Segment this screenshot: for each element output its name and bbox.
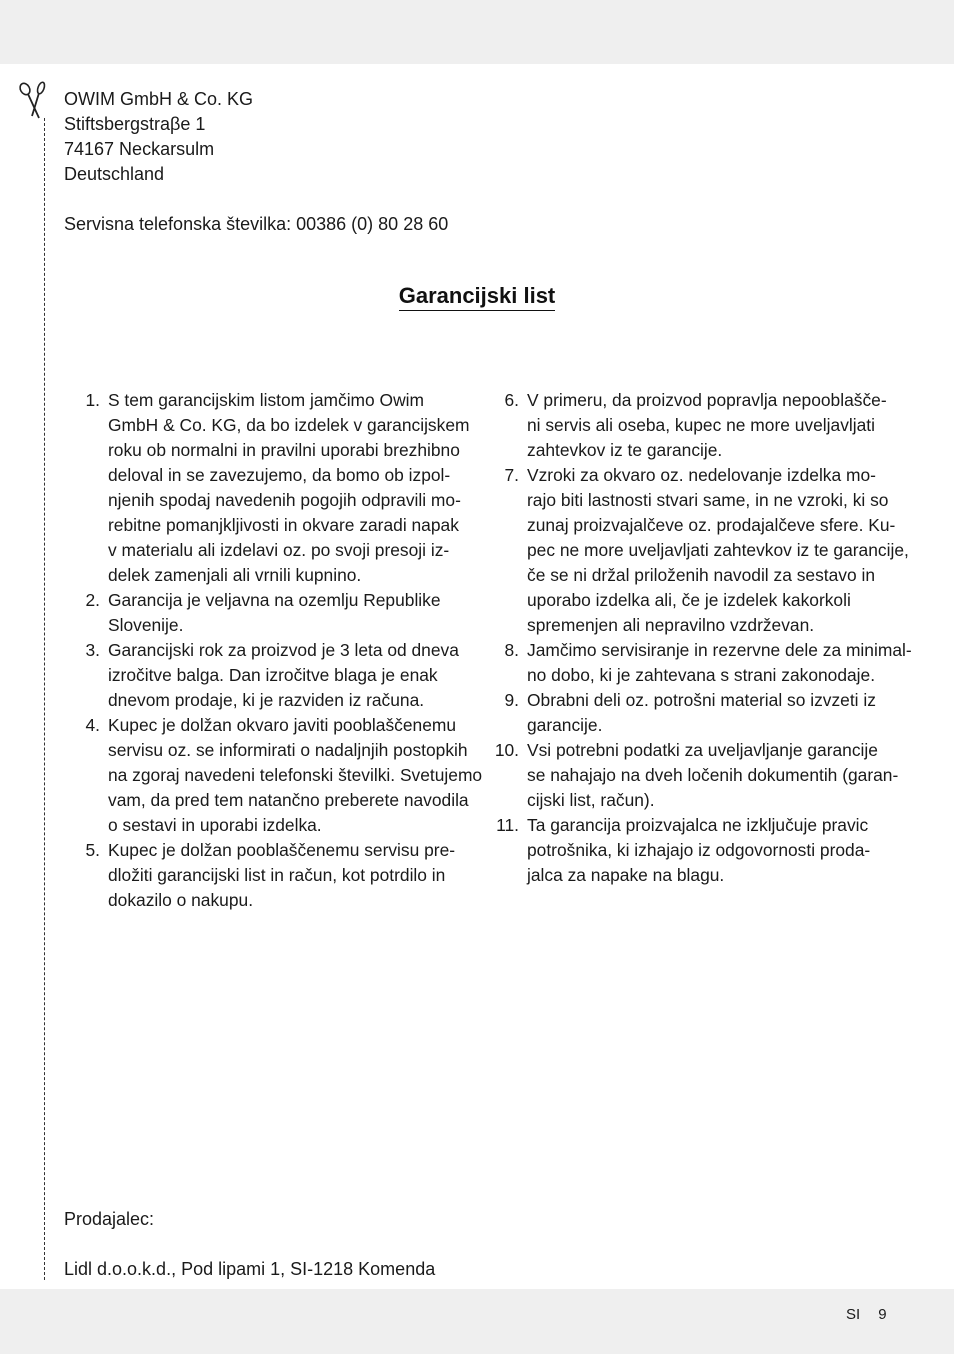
country: Deutschland xyxy=(64,164,165,184)
list-item xyxy=(488,388,892,463)
bottom-band xyxy=(0,1289,954,1354)
list-item-line: jalca za napake na blagu. xyxy=(527,865,725,885)
list-item xyxy=(64,713,483,838)
list-item-line: če se ni držal priloženih navodil za sestavo in xyxy=(527,565,875,585)
list-item-line: cijski list, račun). xyxy=(527,790,655,810)
list-item-line: deloval in se zavezujemo, da bomo ob izpol- xyxy=(108,465,451,485)
list-item-line: o sestavi in uporabi izdelka. xyxy=(108,815,322,835)
list-item-number: 4. xyxy=(85,715,100,735)
list-item-line: njenih spodaj navedenih pogojih odpravili mo- xyxy=(108,490,461,510)
list-item-line: se nahajajo na dveh ločenih dokumentih (garan- xyxy=(527,765,899,785)
list-item-line: dnevom prodaje, ki je razviden iz računa. xyxy=(108,690,425,710)
list-item-line: uporabo izdelka ali, če je izdelek kakorkoli xyxy=(527,590,851,610)
list-item-line: spremenjen ali nepravilno vzdrževan. xyxy=(527,615,815,635)
page-title xyxy=(0,283,954,309)
service-phone: Servisna telefonska številka: 00386 (0) 80 28 60 xyxy=(64,214,449,234)
list-item-line: V primeru, da proizvod popravlja nepooblašče- xyxy=(527,390,887,410)
list-item xyxy=(64,638,466,713)
list-item-line: rajo biti lastnosti stvari same, in ne vzroki, ki so xyxy=(527,490,889,510)
right-column xyxy=(488,388,912,888)
list-item-line: vam, da pred tem natančno preberete navodila xyxy=(108,790,469,810)
list-item-line: GmbH & Co. KG, da bo izdelek v garancijskem xyxy=(108,415,470,435)
list-item xyxy=(64,838,466,913)
list-item-line: garancije. xyxy=(527,715,603,735)
left-column xyxy=(64,388,483,913)
list-item-line: dložiti garancijski list in račun, kot potrdilo in xyxy=(108,865,446,885)
list-item-line: izročitve balga. Dan izročitve blaga je enak xyxy=(108,665,438,685)
list-item-text xyxy=(100,713,482,838)
list-item-number: 5. xyxy=(85,840,100,860)
language-code: SI xyxy=(846,1306,861,1323)
list-item-number: 11. xyxy=(496,815,519,835)
scissors-icon xyxy=(16,76,48,120)
list-item xyxy=(488,463,909,638)
list-item-line: pec ne more uveljavljati zahtevkov iz te garancije, xyxy=(527,540,909,560)
page-number: 9 xyxy=(878,1306,887,1323)
list-item-line: no dobo, ki je zahtevana s strani zakonodaje. xyxy=(527,665,876,685)
seller-label: Prodajalec: xyxy=(64,1209,155,1229)
list-item xyxy=(64,388,470,588)
list-item-line: Garancijski rok za proizvod je 3 leta od dneva xyxy=(108,640,459,660)
list-item-line: delek zamenjali ali vrnili kupnino. xyxy=(108,565,362,585)
list-item-line: v materialu ali izdelavi oz. po svoji presoji iz- xyxy=(108,540,450,560)
list-item-number: 8. xyxy=(504,640,519,660)
city: 74167 Neckarsulm xyxy=(64,139,215,159)
street: Stiftsbergstraβe 1 xyxy=(64,114,206,134)
list-item-line: Kupec je dolžan pooblaščenemu servisu pre- xyxy=(108,840,456,860)
list-item-line: na zgoraj navedeni telefonski številki. Svetujemo xyxy=(108,765,483,785)
list-item-number: 2. xyxy=(85,590,100,610)
list-item xyxy=(488,638,912,688)
list-item-text xyxy=(519,638,912,688)
list-item-text xyxy=(519,813,870,888)
company-name: OWIM GmbH & Co. KG xyxy=(64,89,254,109)
list-item-text xyxy=(100,388,469,588)
list-item-line: rebitne pomanjkljivosti in okvare zaradi napak xyxy=(108,515,459,535)
list-item-line: Jamčimo servisiranje in rezervne dele za minimal- xyxy=(527,640,912,660)
list-item-line: zunaj proizvajalčeve oz. prodajalčeve sfere. Ku- xyxy=(527,515,896,535)
list-item xyxy=(488,688,892,738)
top-band xyxy=(0,0,954,64)
list-item-line: Garancija je veljavna na ozemlju Republike xyxy=(108,590,441,610)
list-item-line: Slovenije. xyxy=(108,615,184,635)
list-item-text xyxy=(100,588,441,638)
list-item-line: ni servis ali oseba, kupec ne more uveljavljati xyxy=(527,415,875,435)
list-item-line: roku ob normalni in pravilni uporabi brezhibno xyxy=(108,440,460,460)
list-item xyxy=(488,738,899,813)
list-item-text xyxy=(100,838,455,913)
list-item-line: Kupec je dolžan okvaro javiti pooblaščenemu xyxy=(108,715,457,735)
list-item-line: Ta garancija proizvajalca ne izključuje pravic xyxy=(527,815,869,835)
list-item-line: Vsi potrebni podatki za uveljavljanje garancije xyxy=(527,740,878,760)
seller-address: Lidl d.o.o.k.d., Pod lipami 1, SI-1218 Komenda xyxy=(64,1259,436,1279)
list-item-text xyxy=(519,388,887,463)
list-item-line: dokazilo o nakupu. xyxy=(108,890,254,910)
list-item-text xyxy=(519,463,909,638)
list-item-line: servisu oz. se informirati o nadaljnjih postopkih xyxy=(108,740,468,760)
list-item-text xyxy=(519,688,876,738)
list-item-line: potrošnika, ki izhajajo iz odgovornosti proda- xyxy=(527,840,871,860)
manufacturer-address xyxy=(64,87,253,187)
list-item-line: zahtevkov iz te garancije. xyxy=(527,440,723,460)
list-item-number: 1. xyxy=(85,390,100,410)
list-item-number: 7. xyxy=(504,465,519,485)
list-item-number: 10. xyxy=(494,740,519,760)
list-item-number: 9. xyxy=(504,690,519,710)
list-item-text xyxy=(100,638,459,713)
page-title-text: Garancijski list xyxy=(399,283,556,311)
list-item-line: Obrabni deli oz. potrošni material so izvzeti iz xyxy=(527,690,876,710)
list-item-text xyxy=(519,738,898,813)
list-item-number: 3. xyxy=(85,640,100,660)
list-item-line: Vzroki za okvaro oz. nedelovanje izdelka mo- xyxy=(527,465,876,485)
page-footer xyxy=(846,1303,887,1327)
list-item xyxy=(64,588,466,638)
list-item xyxy=(488,813,892,888)
list-item-line: S tem garancijskim listom jamčimo Owim xyxy=(108,390,424,410)
list-item-number: 6. xyxy=(504,390,519,410)
